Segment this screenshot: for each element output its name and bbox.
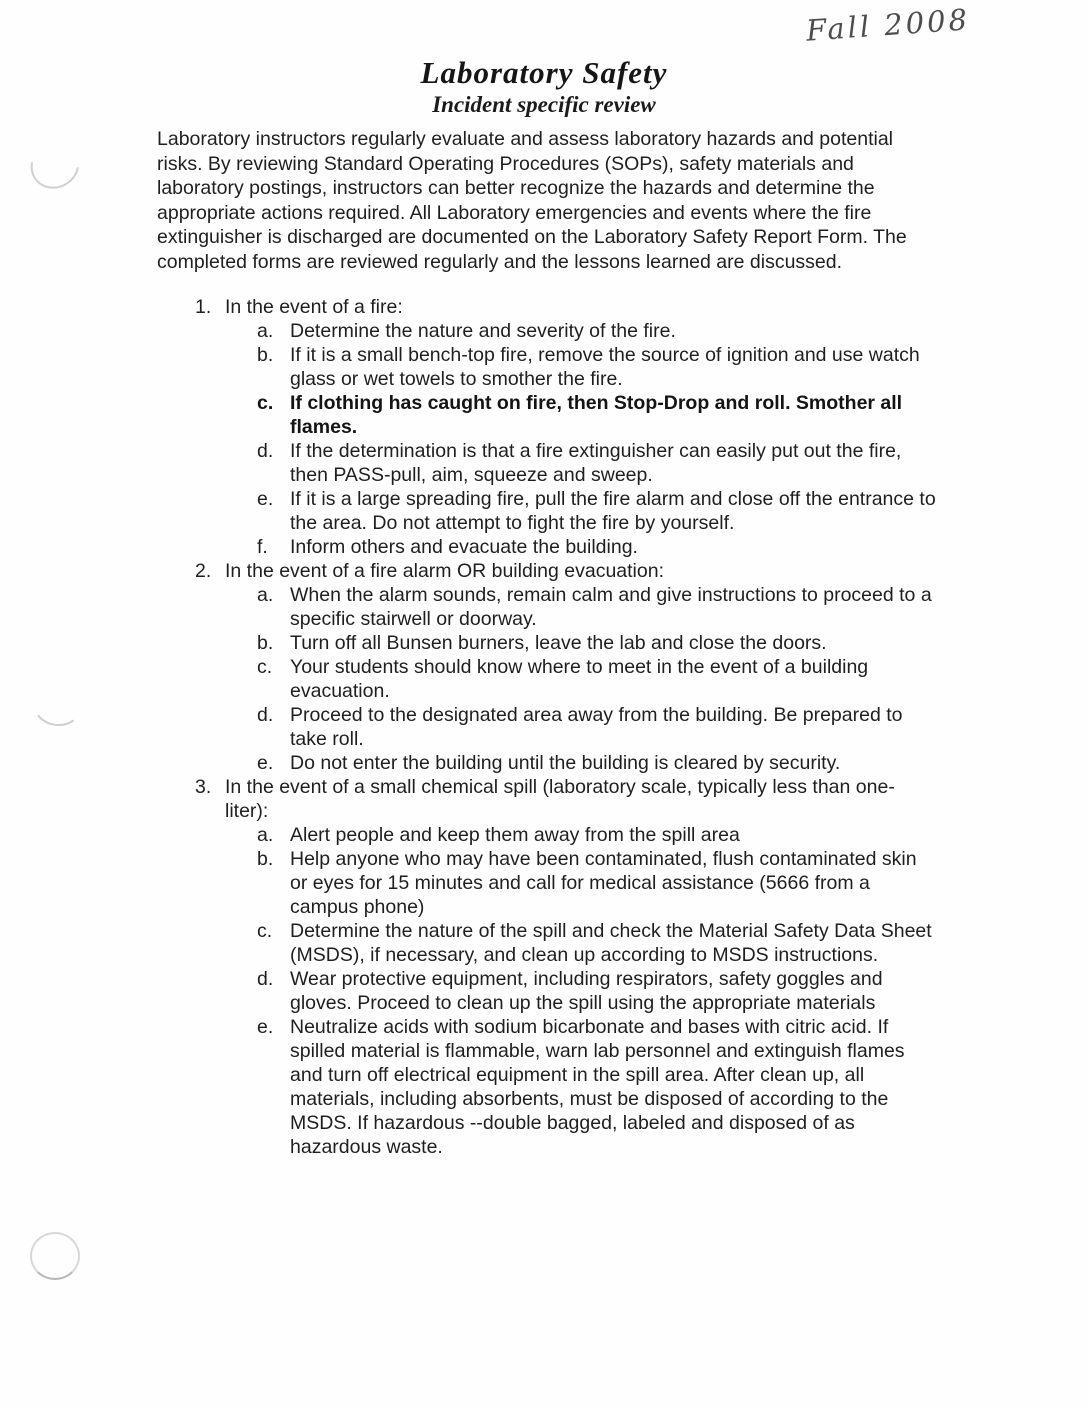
intro-paragraph: Laboratory instructors regularly evaluate and assess laboratory hazards and potential risks. By reviewing Standard Operating Procedures (SOPs), safety materials and laboratory postings, instructors can better recognize the hazards and determine the appropriate actions required. All Laboratory emergencies and events where the fire extinguisher is discharged are documented on the Laboratory Safety Report Form. The completed forms are reviewed regularly and the lessons learned are discussed. (157, 128, 907, 273)
sub-item-text: When the alarm sounds, remain calm and give instructions to proceed to a specific stairwell or doorway. (290, 583, 932, 630)
sub-list-item (257, 919, 1088, 967)
sub-list-item (257, 703, 1088, 751)
item-number: 2. (195, 559, 212, 582)
item-number: 3. (195, 775, 212, 798)
sub-item-letter: e. (257, 751, 274, 774)
sub-list-item (257, 967, 1088, 1015)
sub-item-letter: a. (257, 823, 274, 846)
sub-item-text: Neutralize acids with sodium bicarbonate and bases with citric acid. If spilled material is flammable, warn lab personnel and extinguish flames and turn off electrical equipment in the spill area. After clean up, all materials, including absorbents, must be disposed of according to the MSDS. If hazardous --double bagged, labeled and disposed of as hazardous waste. (290, 1015, 905, 1158)
sub-item-letter: c. (257, 919, 273, 942)
sub-item-text: Proceed to the designated area away from the building. Be prepared to take roll. (290, 703, 903, 750)
hole-punch-mark (30, 1232, 80, 1280)
list-item (195, 559, 1088, 775)
sub-list-item (257, 439, 1088, 487)
sub-list-item (257, 343, 1088, 391)
hole-punch-mark (21, 132, 88, 198)
sub-item-text: Inform others and evacuate the building. (290, 535, 638, 558)
item-text: In the event of a fire alarm OR building evacuation: (225, 559, 664, 582)
sub-item-letter: d. (257, 439, 274, 462)
sub-item-text: Do not enter the building until the building is cleared by security. (290, 751, 841, 774)
sub-item-letter: a. (257, 583, 274, 606)
sub-item-letter: e. (257, 1015, 274, 1038)
sub-list-item (257, 823, 1088, 847)
incident-list (195, 295, 1088, 1159)
hole-punch-mark (29, 675, 87, 730)
sub-item-text: Alert people and keep them away from the spill area (290, 823, 740, 846)
sub-item-text: Your students should know where to meet in the event of a building evacuation. (290, 655, 869, 702)
sub-item-letter: f. (257, 535, 268, 558)
sub-item-text: Turn off all Bunsen burners, leave the lab and close the doors. (290, 631, 827, 654)
sub-item-text: If it is a large spreading fire, pull the fire alarm and close off the entrance to the area. Do not attempt to fight the fire by yourself. (290, 487, 936, 534)
sub-item-text: If clothing has caught on fire, then Stop-Drop and roll. Smother all flames. (290, 391, 903, 438)
sub-list-item (257, 583, 1088, 631)
list-item (195, 775, 1088, 1159)
sub-list-item (257, 751, 1088, 775)
sub-item-text: Determine the nature and severity of the fire. (290, 319, 676, 342)
sub-item-letter: c. (257, 655, 273, 678)
sub-item-text: Determine the nature of the spill and check the Material Safety Data Sheet (MSDS), if necessary, and clean up according to MSDS instructions. (290, 919, 932, 966)
sub-item-text: Help anyone who may have been contaminated, flush contaminated skin or eyes for 15 minutes and call for medical assistance (5666 from a campus phone) (290, 847, 917, 918)
handwritten-date-annotation: Fall 2008 (805, 2, 972, 48)
sub-item-letter: c. (257, 391, 274, 414)
sub-item-letter: b. (257, 631, 274, 654)
item-text: In the event of a fire: (225, 295, 403, 318)
sub-item-letter: d. (257, 967, 274, 990)
sub-item-letter: b. (257, 847, 274, 870)
sub-list-item (257, 319, 1088, 343)
page-title: Laboratory Safety (420, 55, 668, 90)
item-text: In the event of a small chemical spill (laboratory scale, typically less than one-liter): (225, 775, 895, 822)
sub-list-item (257, 631, 1088, 655)
sub-list-item (257, 1015, 1088, 1159)
sub-item-text: Wear protective equipment, including respirators, safety goggles and gloves. Proceed to clean up the spill using the appropriate materials (290, 967, 883, 1014)
sub-item-text: If it is a small bench-top fire, remove the source of ignition and use watch glass or wet towels to smother the fire. (290, 343, 920, 390)
sub-item-letter: d. (257, 703, 274, 726)
item-number: 1. (195, 295, 212, 318)
sub-list-item (257, 487, 1088, 535)
sub-list-item (257, 847, 1088, 919)
sub-list-item (257, 535, 1088, 559)
sub-item-text: If the determination is that a fire extinguisher can easily put out the fire, then PASS-pull, aim, squeeze and sweep. (290, 439, 902, 486)
page-subtitle: Incident specific review (432, 92, 656, 117)
sub-item-letter: e. (257, 487, 274, 510)
sub-list-item (257, 391, 1088, 439)
sub-list-item (257, 655, 1088, 703)
sub-item-letter: b. (257, 343, 274, 366)
sub-item-letter: a. (257, 319, 274, 342)
list-item (195, 295, 1088, 559)
